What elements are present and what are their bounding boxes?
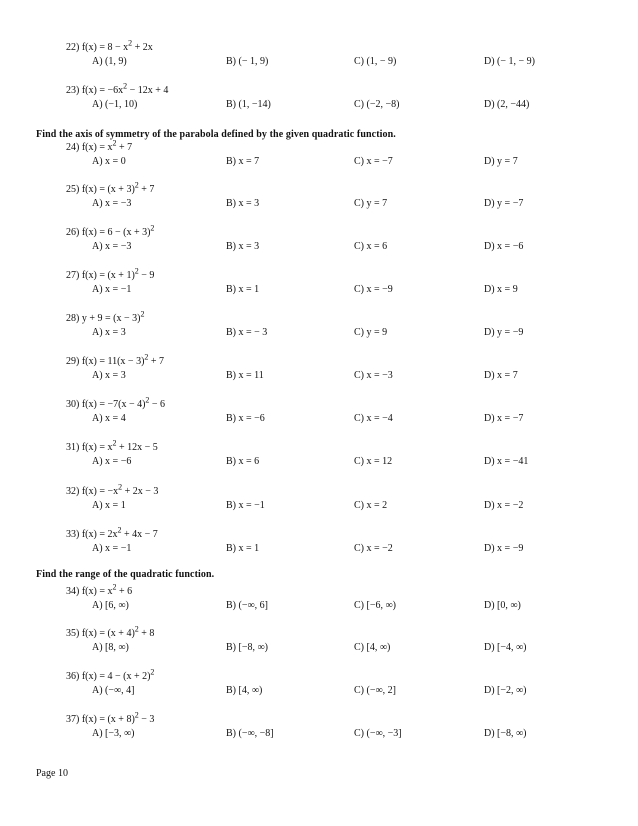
answer-choice: B) x = 11 bbox=[226, 370, 264, 381]
function-expression: f(x) = −6x bbox=[81, 85, 124, 96]
answer-choice: B) x = 3 bbox=[226, 241, 260, 252]
answer-choice: A) (−∞, 4] bbox=[92, 685, 135, 696]
exponent: 2 bbox=[128, 38, 133, 48]
answer-choice: C) x = −4 bbox=[354, 413, 393, 424]
function-expression-tail: + 2x bbox=[132, 42, 153, 53]
exponent: 2 bbox=[117, 525, 122, 535]
answer-choice: A) x = −6 bbox=[92, 456, 132, 467]
answer-choice: B) (−∞, −8] bbox=[226, 728, 274, 739]
problem-statement bbox=[66, 395, 166, 411]
problem-number: 33) bbox=[66, 529, 80, 540]
answer-choice: C) x = −2 bbox=[354, 543, 393, 554]
problem-number: 36) bbox=[66, 671, 80, 682]
exponent: 2 bbox=[112, 582, 117, 592]
exponent: 2 bbox=[150, 667, 155, 677]
function-expression-tail: − 3 bbox=[138, 714, 155, 725]
problem-number: 28) bbox=[66, 313, 80, 324]
answer-choice: C) x = −9 bbox=[354, 284, 393, 295]
exponent: 2 bbox=[134, 624, 139, 634]
function-expression: f(x) = 2x bbox=[81, 529, 118, 540]
answer-choice: C) x = −7 bbox=[354, 156, 393, 167]
problem-number: 25) bbox=[66, 184, 80, 195]
answer-choice: A) x = 1 bbox=[92, 500, 126, 511]
function-expression: f(x) = x bbox=[81, 442, 113, 453]
exponent: 2 bbox=[134, 266, 139, 276]
problem-statement bbox=[66, 38, 153, 54]
function-expression: f(x) = 4 − (x + 2) bbox=[81, 671, 151, 682]
problem-number: 32) bbox=[66, 486, 80, 497]
problem-number: 24) bbox=[66, 142, 80, 153]
function-expression: f(x) = 8 − x bbox=[81, 42, 129, 53]
problem-number: 22) bbox=[66, 42, 80, 53]
answer-choice: B) x = 3 bbox=[226, 198, 260, 209]
answer-choice: B) x = − 3 bbox=[226, 327, 268, 338]
answer-choice: D) (2, −44) bbox=[484, 99, 530, 110]
problem-number: 37) bbox=[66, 714, 80, 725]
answer-choice: B) x = 1 bbox=[226, 284, 260, 295]
answer-choice: B) (− 1, 9) bbox=[226, 56, 269, 67]
problem-number: 26) bbox=[66, 227, 80, 238]
answer-choice: D) x = −7 bbox=[484, 413, 524, 424]
function-expression-tail: + 7 bbox=[148, 356, 165, 367]
problem-statement bbox=[66, 624, 155, 640]
problem-number: 35) bbox=[66, 628, 80, 639]
function-expression: f(x) = (x + 3) bbox=[81, 184, 135, 195]
function-expression-tail: − 6 bbox=[149, 399, 166, 410]
function-expression: f(x) = 6 − (x + 3) bbox=[81, 227, 151, 238]
exponent: 2 bbox=[145, 395, 150, 405]
function-expression-tail: + 8 bbox=[138, 628, 155, 639]
answer-choice: D) x = −9 bbox=[484, 543, 524, 554]
answer-choice: B) (1, −14) bbox=[226, 99, 271, 110]
function-expression: f(x) = 11(x − 3) bbox=[81, 356, 145, 367]
function-expression-tail: + 6 bbox=[116, 586, 133, 597]
function-expression-tail: − 9 bbox=[138, 270, 155, 281]
answer-choice: B) [4, ∞) bbox=[226, 685, 263, 696]
answer-choice: D) x = −41 bbox=[484, 456, 529, 467]
function-expression: f(x) = x bbox=[81, 142, 113, 153]
answer-choice: D) x = 9 bbox=[484, 284, 518, 295]
exponent: 2 bbox=[123, 81, 128, 91]
answer-choice: A) x = 3 bbox=[92, 327, 126, 338]
function-expression-tail: + 7 bbox=[138, 184, 155, 195]
answer-choice: D) y = −9 bbox=[484, 327, 524, 338]
answer-choice: D) [−8, ∞) bbox=[484, 728, 527, 739]
answer-choice: C) x = 2 bbox=[354, 500, 388, 511]
answer-choice: C) [4, ∞) bbox=[354, 642, 391, 653]
answer-choice: C) (1, − 9) bbox=[354, 56, 397, 67]
answer-choice: C) [−6, ∞) bbox=[354, 600, 396, 611]
answer-choice: A) (−1, 10) bbox=[92, 99, 138, 110]
function-expression-tail: + 2x − 3 bbox=[122, 486, 159, 497]
answer-choice: A) x = 0 bbox=[92, 156, 126, 167]
problem-statement bbox=[66, 138, 133, 154]
answer-choice: D) x = −2 bbox=[484, 500, 524, 511]
section-heading-range: Find the range of the quadratic function. bbox=[36, 569, 215, 580]
answer-choice: C) (−∞, 2] bbox=[354, 685, 396, 696]
answer-choice: D) [−2, ∞) bbox=[484, 685, 527, 696]
answer-choice: D) y = 7 bbox=[484, 156, 518, 167]
answer-choice: A) x = −1 bbox=[92, 543, 132, 554]
function-expression: f(x) = x bbox=[81, 586, 113, 597]
problem-number: 31) bbox=[66, 442, 80, 453]
function-expression-tail: + 7 bbox=[116, 142, 133, 153]
problem-statement bbox=[66, 525, 158, 541]
function-expression-tail: + 12x − 5 bbox=[116, 442, 158, 453]
exponent: 2 bbox=[112, 138, 117, 148]
answer-choice: B) x = −1 bbox=[226, 500, 265, 511]
answer-choice: C) x = 12 bbox=[354, 456, 393, 467]
problem-statement bbox=[66, 352, 165, 368]
problem-statement bbox=[66, 309, 145, 325]
answer-choice: D) x = −6 bbox=[484, 241, 524, 252]
answer-choice: D) y = −7 bbox=[484, 198, 524, 209]
function-expression: f(x) = (x + 4) bbox=[81, 628, 135, 639]
answer-choice: B) x = −6 bbox=[226, 413, 265, 424]
function-expression: y + 9 = (x − 3) bbox=[81, 313, 141, 324]
answer-choice: B) (−∞, 6] bbox=[226, 600, 268, 611]
exponent: 2 bbox=[134, 180, 139, 190]
exponent: 2 bbox=[150, 223, 155, 233]
answer-choice: D) (− 1, − 9) bbox=[484, 56, 535, 67]
exponent: 2 bbox=[144, 352, 149, 362]
answer-choice: D) [0, ∞) bbox=[484, 600, 521, 611]
exponent: 2 bbox=[140, 309, 145, 319]
answer-choice: D) x = 7 bbox=[484, 370, 518, 381]
answer-choice: B) [−8, ∞) bbox=[226, 642, 268, 653]
function-expression-tail: + 4x − 7 bbox=[121, 529, 158, 540]
problem-statement bbox=[66, 266, 155, 282]
function-expression: f(x) = (x + 8) bbox=[81, 714, 135, 725]
answer-choice: A) x = −3 bbox=[92, 198, 132, 209]
page-number: Page 10 bbox=[36, 768, 68, 779]
problem-statement bbox=[66, 81, 169, 97]
function-expression: f(x) = −x bbox=[81, 486, 119, 497]
answer-choice: C) (−2, −8) bbox=[354, 99, 400, 110]
function-expression-tail: − 12x + 4 bbox=[127, 85, 169, 96]
answer-choice: A) [8, ∞) bbox=[92, 642, 129, 653]
section-heading-axis: Find the axis of symmetry of the parabola defined by the given quadratic function. bbox=[36, 129, 396, 140]
answer-choice: C) x = −3 bbox=[354, 370, 393, 381]
answer-choice: D) [−4, ∞) bbox=[484, 642, 527, 653]
answer-choice: A) x = −3 bbox=[92, 241, 132, 252]
answer-choice: A) x = 3 bbox=[92, 370, 126, 381]
answer-choice: A) x = 4 bbox=[92, 413, 126, 424]
exponent: 2 bbox=[112, 438, 117, 448]
problem-number: 27) bbox=[66, 270, 80, 281]
problem-statement bbox=[66, 667, 155, 683]
problem-number: 29) bbox=[66, 356, 80, 367]
answer-choice: A) [6, ∞) bbox=[92, 600, 129, 611]
answer-choice: A) (1, 9) bbox=[92, 56, 127, 67]
answer-choice: A) x = −1 bbox=[92, 284, 132, 295]
problem-statement bbox=[66, 710, 155, 726]
problem-statement bbox=[66, 582, 133, 598]
answer-choice: B) x = 1 bbox=[226, 543, 260, 554]
function-expression: f(x) = −7(x − 4) bbox=[81, 399, 146, 410]
answer-choice: C) y = 9 bbox=[354, 327, 388, 338]
problem-statement bbox=[66, 180, 155, 196]
answer-choice: A) [−3, ∞) bbox=[92, 728, 135, 739]
answer-choice: C) (−∞, −3] bbox=[354, 728, 402, 739]
problem-number: 23) bbox=[66, 85, 80, 96]
problem-statement bbox=[66, 482, 159, 498]
answer-choice: B) x = 6 bbox=[226, 456, 260, 467]
problem-number: 34) bbox=[66, 586, 80, 597]
problem-number: 30) bbox=[66, 399, 80, 410]
problem-statement bbox=[66, 223, 155, 239]
answer-choice: C) y = 7 bbox=[354, 198, 388, 209]
answer-choice: C) x = 6 bbox=[354, 241, 388, 252]
function-expression: f(x) = (x + 1) bbox=[81, 270, 135, 281]
answer-choice: B) x = 7 bbox=[226, 156, 260, 167]
problem-statement bbox=[66, 438, 158, 454]
exponent: 2 bbox=[134, 710, 139, 720]
exponent: 2 bbox=[118, 482, 123, 492]
